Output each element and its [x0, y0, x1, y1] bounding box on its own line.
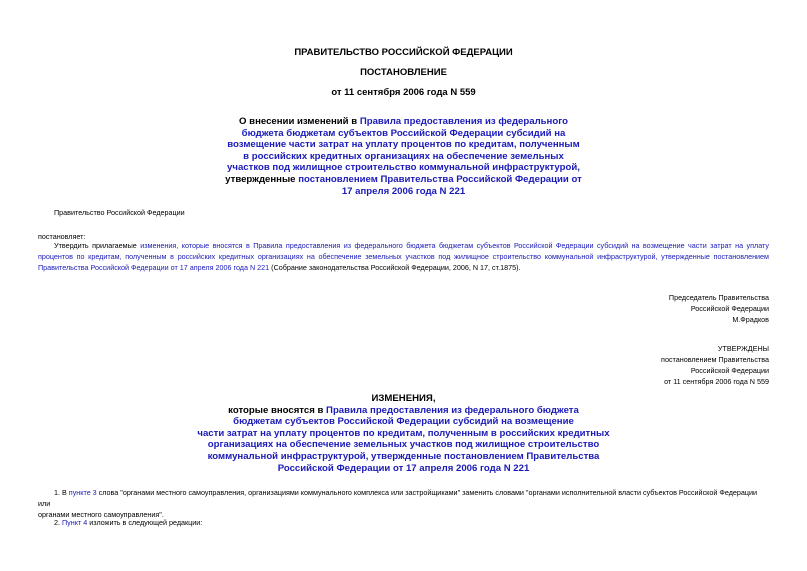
- item-1: [38, 487, 769, 520]
- changes-link-line[interactable]: Правительства Российской Федерации от 17 апреля 2006 года N 221: [38, 263, 270, 272]
- government-rf-text: Правительство Российской Федерации: [54, 208, 185, 217]
- rules-link-line[interactable]: в российских кредитных организациях на обеспечение земельных: [243, 150, 564, 162]
- document-title: [0, 116, 807, 197]
- document-date-number: от 11 сентября 2006 года N 559: [331, 87, 476, 98]
- item-2-text: изложить в следующей редакции:: [87, 518, 203, 527]
- source-reference: (Собрание законодательства Российской Федерации, 2006, N 17, ст.1875).: [269, 263, 521, 272]
- changes-link-line[interactable]: процентов по кредитам, полученным в российских кредитных организациях на обеспечение земельных участков под жилищное строительство коммунальной инфраструктурой, утвержденные постановлением: [38, 252, 769, 261]
- approved-by: постановлением Правительства: [661, 355, 769, 364]
- signature-name: М.Фрадков: [732, 315, 769, 324]
- approve-paragraph: [38, 240, 769, 273]
- changes-decree-link[interactable]: постановлением Правительства: [444, 450, 600, 462]
- signature-country: Российской Федерации: [690, 304, 769, 313]
- signature-block: [669, 292, 769, 325]
- item-2-link[interactable]: Пункт 4: [62, 518, 88, 527]
- rules-link-line[interactable]: бюджета бюджетам субъектов Российской Федерации субсидий на: [241, 127, 566, 139]
- title-prefix: О внесении изменений в: [239, 116, 360, 127]
- changes-rules-link-line[interactable]: бюджетам субъектов Российской Федерации субсидий на возмещение: [233, 416, 574, 428]
- government-heading: ПРАВИТЕЛЬСТВО РОССИЙСКОЙ ФЕДЕРАЦИИ: [294, 47, 513, 58]
- signature-position: Председатель Правительства: [668, 293, 769, 302]
- item-1-text-cont: органами местного самоуправления".: [38, 510, 164, 519]
- item-1-prefix: 1. В: [54, 488, 69, 497]
- changes-decree-link-line[interactable]: Российской Федерации от 17 апреля 2006 года N 221: [277, 462, 530, 474]
- changes-rules-link[interactable]: Правила предоставления из федерального бюджета: [326, 404, 579, 416]
- changes-rules-link-line[interactable]: части затрат на уплату процентов по кредитам, полученным в российских кредитных: [197, 427, 610, 439]
- rules-link-line[interactable]: возмещение части затрат на уплату процентов по кредитам, полученным: [227, 139, 580, 151]
- decree-221-link-line[interactable]: 17 апреля 2006 года N 221: [341, 185, 466, 197]
- approved-label: УТВЕРЖДЕНЫ: [717, 344, 769, 353]
- item-1-text: слова "органами местного самоуправления, организациями коммунального комплекса или застройщиками" заменить словами "органами исполнительной власти субъектов Российской Федерации или: [38, 488, 758, 508]
- rules-link[interactable]: Правила предоставления из федерального: [359, 116, 568, 127]
- changes-heading-block: [0, 393, 807, 474]
- document-type: ПОСТАНОВЛЕНИЕ: [360, 67, 447, 78]
- changes-rules-link-line[interactable]: организациях на обеспечение земельных участков под жилищное строительство: [207, 439, 600, 451]
- item-2-prefix: 2.: [54, 518, 62, 527]
- rules-link-line[interactable]: участков под жилищное строительство коммунальной инфраструктурой,: [227, 162, 580, 174]
- changes-prefix: которые вносятся в: [228, 404, 327, 416]
- item-2: [54, 517, 202, 528]
- decree-221-link[interactable]: постановлением Правительства Российской Федерации от: [298, 173, 582, 185]
- changes-heading: ИЗМЕНЕНИЯ,: [371, 393, 436, 404]
- approved-block: [661, 343, 769, 387]
- approved-prefix: утвержденные: [225, 173, 299, 185]
- decrees-text: постановляет:: [38, 232, 86, 241]
- changes-rules-link-line[interactable]: коммунальной инфраструктурой, утвержденные: [207, 450, 445, 462]
- approved-date: от 11 сентября 2006 года N 559: [664, 377, 769, 386]
- changes-link[interactable]: изменения, которые вносятся в Правила предоставления из федерального бюджета бюджетам субъектов Российской Федерации субсидий на возмещение части затрат на уплату: [140, 241, 769, 250]
- approved-country: Российской Федерации: [690, 366, 769, 375]
- item-1-link[interactable]: пункте 3: [68, 488, 97, 497]
- approve-prefix: Утвердить прилагаемые: [54, 241, 141, 250]
